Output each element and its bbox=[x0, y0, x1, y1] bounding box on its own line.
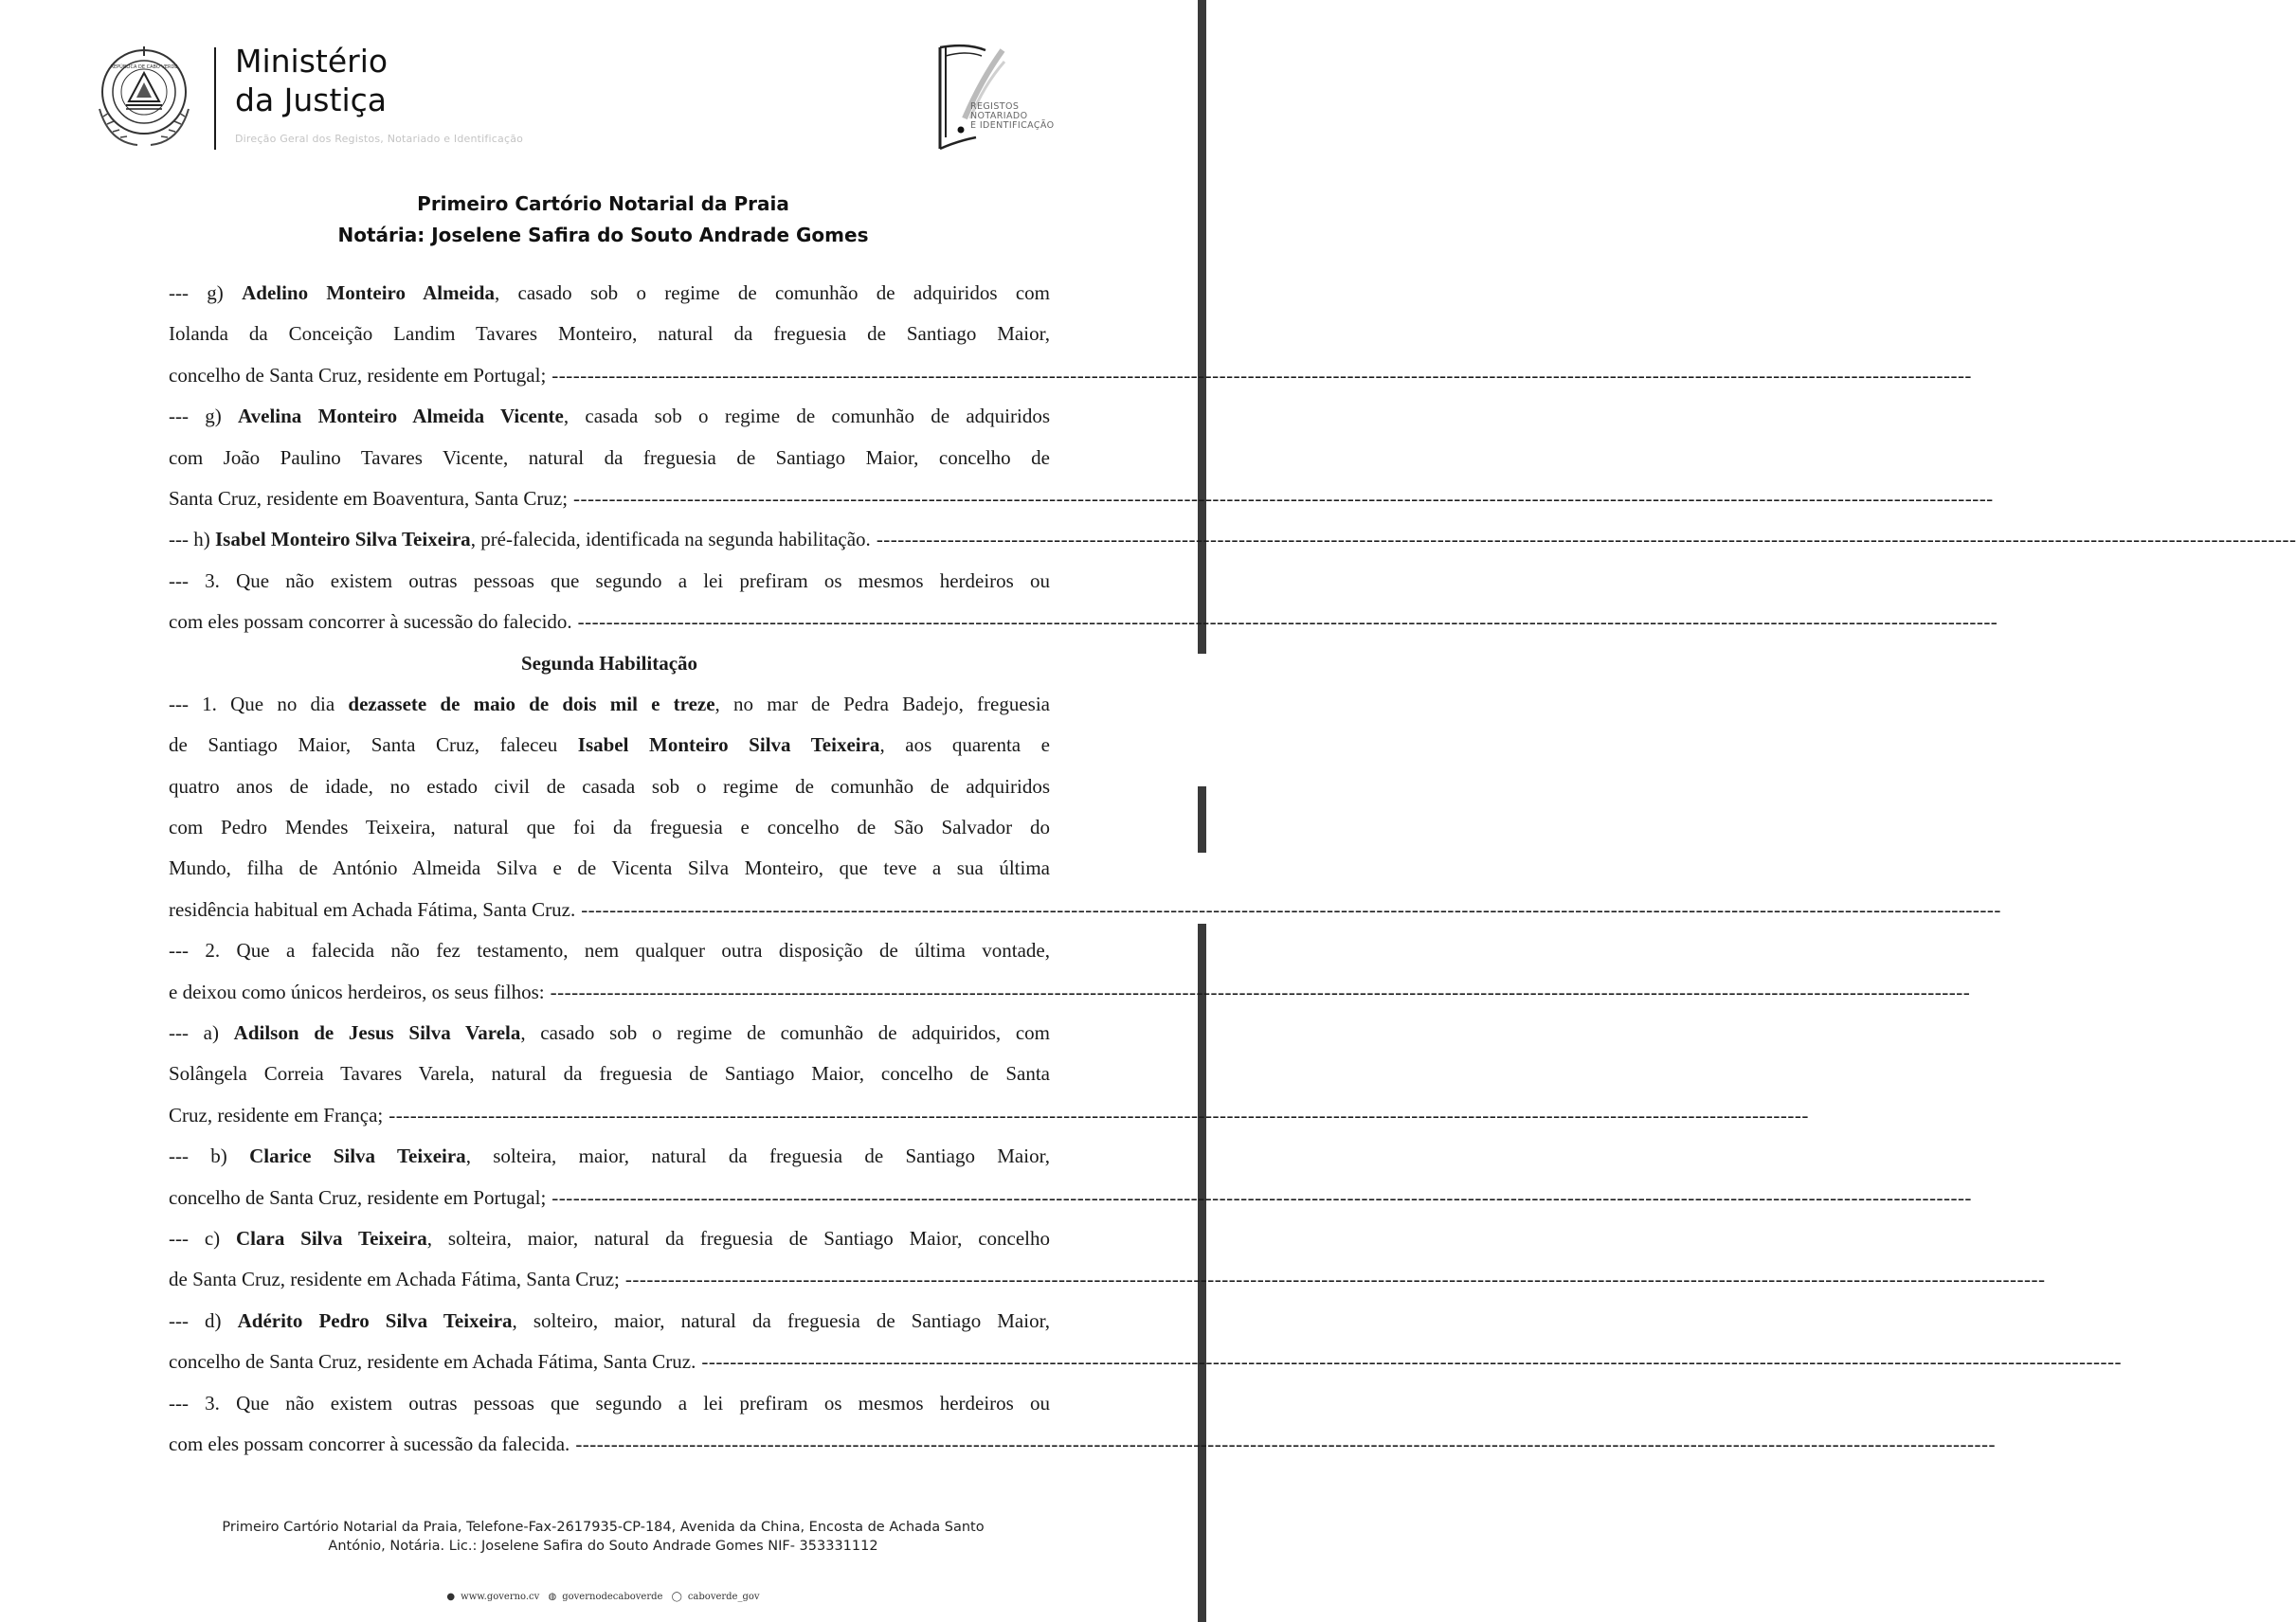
dash-filler: -------------------------------------------------------------------------------------------------------------------------------------------------------------------------------------------------------- bbox=[701, 1350, 2122, 1374]
website-link[interactable]: www.governo.cv bbox=[461, 1592, 540, 1602]
text-segment: , solteira, maior, natural da freguesia de Santiago Maior, bbox=[465, 1144, 1050, 1168]
ministry-line-2: da Justiça bbox=[235, 81, 387, 118]
footer-line-2: António, Notária. Lic.: Joselene Safira do Souto Andrade Gomes NIF- 353331112 bbox=[328, 1539, 878, 1554]
text-line bbox=[169, 1259, 2046, 1300]
text-segment: , aos quarenta e bbox=[879, 733, 1050, 757]
instagram-icon: ◯ bbox=[671, 1592, 682, 1602]
text-segment: --- g) bbox=[169, 405, 239, 428]
text-segment: --- 3. Que não existem outras pessoas que segundo a lei prefiram os mesmos herdeiros ou bbox=[169, 1391, 1050, 1415]
text-line bbox=[169, 1424, 1996, 1465]
ministry-title bbox=[235, 42, 388, 119]
line-text bbox=[169, 561, 1050, 602]
line-text bbox=[169, 766, 1050, 807]
text-segment: --- 3. Que não existem outras pessoas que segundo a lei prefiram os mesmos herdeiros ou bbox=[169, 568, 1050, 592]
line-text bbox=[169, 314, 1050, 354]
party-name: Adelino Monteiro Almeida bbox=[242, 281, 495, 304]
text-segment: com eles possam concorrer à sucessão da falecida. bbox=[169, 1432, 570, 1455]
text-line bbox=[169, 478, 1994, 519]
text-segment: Iolanda da Conceição Landim Tavares Monteiro, natural da freguesia de Santiago Maior, bbox=[169, 322, 1050, 346]
party-name: Adérito Pedro Silva Teixeira bbox=[237, 1308, 513, 1332]
text-segment: de Santa Cruz, residente em Achada Fátima, Santa Cruz; bbox=[169, 1268, 620, 1291]
line-text bbox=[169, 1178, 546, 1218]
text-segment: Cruz, residente em França; bbox=[169, 1103, 384, 1126]
party-name: Clara Silva Teixeira bbox=[236, 1226, 427, 1250]
footer bbox=[0, 1518, 1206, 1556]
dash-filler: -------------------------------------------------------------------------------------------------------------------------------------------------------------------------------------------------------- bbox=[551, 1185, 1972, 1209]
text-segment: quatro anos de idade, no estado civil de casada sob o regime de comunhão de adquiridos bbox=[169, 774, 1050, 798]
text-line bbox=[169, 972, 1971, 1013]
text-line bbox=[169, 890, 2001, 930]
party-name: Isabel Monteiro Silva Teixeira bbox=[214, 528, 471, 551]
dash-filler: -------------------------------------------------------------------------------------------------------------------------------------------------------------------------------------------------------- bbox=[573, 486, 1994, 510]
line-text bbox=[169, 930, 1050, 971]
text-line bbox=[169, 1013, 1050, 1054]
line-text bbox=[169, 684, 1050, 725]
instagram-link[interactable]: caboverde_gov bbox=[687, 1592, 760, 1602]
text-segment: , casado sob o regime de comunhão de adquiridos, com bbox=[520, 1021, 1050, 1045]
dash-filler: -------------------------------------------------------------------------------------------------------------------------------------------------------------------------------------------------------- bbox=[624, 1268, 2046, 1291]
text-line bbox=[169, 1301, 1050, 1342]
text-line bbox=[169, 273, 1050, 314]
line-text bbox=[169, 1013, 1050, 1054]
text-line bbox=[169, 314, 1050, 354]
text-segment: Mundo, filha de António Almeida Silva e de Vicenta Silva Monteiro, que teve a sua última bbox=[169, 856, 1050, 880]
line-text bbox=[169, 273, 1050, 314]
footer-line-1: Primeiro Cartório Notarial da Praia, Telefone-Fax-2617935-CP-184, Avenida da China, Encosta de Achada Santo bbox=[222, 1520, 985, 1535]
line-text bbox=[169, 1095, 383, 1136]
text-line bbox=[169, 519, 2296, 560]
text-line bbox=[169, 1095, 1809, 1136]
line-text bbox=[169, 725, 1050, 766]
cabo-verde-seal-icon bbox=[90, 43, 199, 152]
notary-name: Notária: Joselene Safira do Souto Andrade Gomes bbox=[337, 224, 869, 246]
line-text bbox=[169, 438, 1050, 478]
text-segment: --- 2. Que a falecida não fez testamento, nem qualquer outra disposição de última vontade, bbox=[169, 939, 1050, 963]
text-line bbox=[169, 1342, 2122, 1382]
dash-filler: -------------------------------------------------------------------------------------------------------------------------------------------------------------------------------------------------------- bbox=[581, 897, 2001, 921]
text-segment: e deixou como únicos herdeiros, os seus filhos: bbox=[169, 980, 545, 1003]
text-segment: --- c) bbox=[169, 1226, 236, 1250]
text-line bbox=[169, 684, 1050, 725]
ministry-line-1: Ministério bbox=[235, 43, 389, 80]
globe-icon: ● bbox=[446, 1592, 456, 1602]
line-text bbox=[169, 1259, 620, 1300]
line-text bbox=[169, 972, 545, 1013]
line-text bbox=[169, 1383, 1050, 1424]
text-line bbox=[169, 1218, 1050, 1259]
line-text bbox=[169, 1218, 1050, 1259]
text-segment: --- g) bbox=[169, 281, 243, 304]
text-segment: , casado sob o regime de comunhão de adquiridos com bbox=[494, 281, 1050, 304]
line-text bbox=[169, 478, 568, 519]
text-segment: --- b) bbox=[169, 1144, 250, 1168]
text-line bbox=[169, 1136, 1050, 1177]
line-text bbox=[169, 848, 1050, 889]
line-text bbox=[169, 1054, 1050, 1094]
text-line bbox=[169, 848, 1050, 889]
text-segment: Solângela Correia Tavares Varela, natural da freguesia de Santiago Maior, concelho de Santa bbox=[169, 1062, 1050, 1086]
text-line bbox=[169, 1383, 1050, 1424]
text-line bbox=[169, 766, 1050, 807]
text-segment: , no mar de Pedra Badejo, freguesia bbox=[714, 692, 1050, 715]
line-text bbox=[169, 396, 1050, 437]
text-segment: --- 1. Que no dia bbox=[169, 692, 349, 715]
text-segment: residência habitual em Achada Fátima, Santa Cruz. bbox=[169, 897, 576, 921]
text-segment: com Pedro Mendes Teixeira, natural que foi da freguesia e concelho de São Salvador do bbox=[169, 816, 1050, 839]
text-segment: --- d) bbox=[169, 1308, 238, 1332]
office-name: Primeiro Cartório Notarial da Praia bbox=[417, 192, 789, 215]
text-segment: Santa Cruz, residente em Boaventura, Santa Cruz; bbox=[169, 486, 569, 510]
rni-line: NOTARIADO bbox=[970, 111, 1028, 121]
dash-filler: -------------------------------------------------------------------------------------------------------------------------------------------------------------------------------------------------------- bbox=[389, 1103, 1809, 1126]
rni-label bbox=[970, 102, 1055, 131]
dash-filler: -------------------------------------------------------------------------------------------------------------------------------------------------------------------------------------------------------- bbox=[575, 1432, 1996, 1455]
text-segment: , casada sob o regime de comunhão de adquiridos bbox=[563, 405, 1050, 428]
text-line bbox=[169, 438, 1050, 478]
svg-text:REPÚBLICA DE CABO VERDE: REPÚBLICA DE CABO VERDE bbox=[110, 64, 178, 70]
text-line bbox=[169, 930, 1050, 971]
dash-filler: -------------------------------------------------------------------------------------------------------------------------------------------------------------------------------------------------------- bbox=[551, 363, 1972, 387]
party-name: Isabel Monteiro Silva Teixeira bbox=[577, 733, 880, 757]
rni-logo-icon bbox=[929, 43, 1080, 156]
line-text bbox=[521, 643, 697, 684]
text-segment: com João Paulino Tavares Vicente, natural da freguesia de Santiago Maior, concelho de bbox=[169, 445, 1050, 469]
line-text bbox=[169, 1342, 696, 1382]
facebook-link[interactable]: governodecaboverde bbox=[562, 1592, 663, 1602]
party-name: Clarice Silva Teixeira bbox=[249, 1144, 466, 1168]
text-segment: --- a) bbox=[169, 1021, 234, 1045]
text-segment: , pré-falecida, identificada na segunda habilitação. bbox=[470, 528, 871, 551]
section-heading bbox=[169, 643, 1050, 684]
letterhead bbox=[0, 0, 1206, 180]
line-text bbox=[169, 355, 546, 396]
facebook-icon: ◍ bbox=[548, 1592, 557, 1602]
rni-line: E IDENTIFICAÇÃO bbox=[970, 120, 1055, 131]
dash-filler: -------------------------------------------------------------------------------------------------------------------------------------------------------------------------------------------------------- bbox=[550, 980, 1971, 1003]
line-text bbox=[169, 1424, 569, 1465]
text-line bbox=[169, 725, 1050, 766]
text-segment: concelho de Santa Cruz, residente em Portugal; bbox=[169, 363, 547, 387]
text-segment: --- h) bbox=[169, 528, 215, 551]
text-segment: , solteira, maior, natural da freguesia de Santiago Maior, concelho bbox=[426, 1226, 1051, 1250]
text-segment: concelho de Santa Cruz, residente em Portugal; bbox=[169, 1185, 547, 1209]
line-text bbox=[169, 807, 1050, 848]
text-line bbox=[169, 355, 1972, 396]
party-name: Avelina Monteiro Almeida Vicente bbox=[238, 405, 564, 428]
text-line bbox=[169, 561, 1050, 602]
line-text bbox=[169, 602, 572, 642]
text-line bbox=[169, 396, 1050, 437]
text-segment: de Santiago Maior, Santa Cruz, faleceu bbox=[169, 733, 578, 757]
rni-line: REGISTOS bbox=[970, 101, 1020, 112]
deed-body bbox=[169, 273, 2296, 1465]
ministry-subtitle: Direção Geral dos Registos, Notariado e Identificação bbox=[235, 133, 524, 145]
text-segment: , solteiro, maior, natural da freguesia de Santiago Maior, bbox=[512, 1308, 1050, 1332]
line-text bbox=[169, 519, 871, 560]
text-segment: concelho de Santa Cruz, residente em Achada Fátima, Santa Cruz. bbox=[169, 1350, 696, 1374]
party-name: Adilson de Jesus Silva Varela bbox=[233, 1021, 521, 1045]
text-line bbox=[169, 1054, 1050, 1094]
social-links bbox=[0, 1592, 1206, 1602]
text-segment: com eles possam concorrer à sucessão do falecido. bbox=[169, 610, 572, 634]
text-line bbox=[169, 1178, 1972, 1218]
line-text bbox=[169, 1301, 1050, 1342]
text-segment: Segunda Habilitação bbox=[520, 651, 698, 675]
text-line bbox=[169, 807, 1050, 848]
text-line bbox=[169, 602, 1998, 642]
line-text bbox=[169, 1136, 1050, 1177]
scan-edge bbox=[1198, 786, 1206, 853]
header-divider bbox=[214, 47, 216, 150]
dash-filler: -------------------------------------------------------------------------------------------------------------------------------------------------------------------------------------------------------- bbox=[876, 528, 2296, 551]
line-text bbox=[169, 890, 575, 930]
dash-filler: -------------------------------------------------------------------------------------------------------------------------------------------------------------------------------------------------------- bbox=[577, 610, 1998, 634]
party-name: dezassete de maio de dois mil e treze bbox=[348, 692, 715, 715]
